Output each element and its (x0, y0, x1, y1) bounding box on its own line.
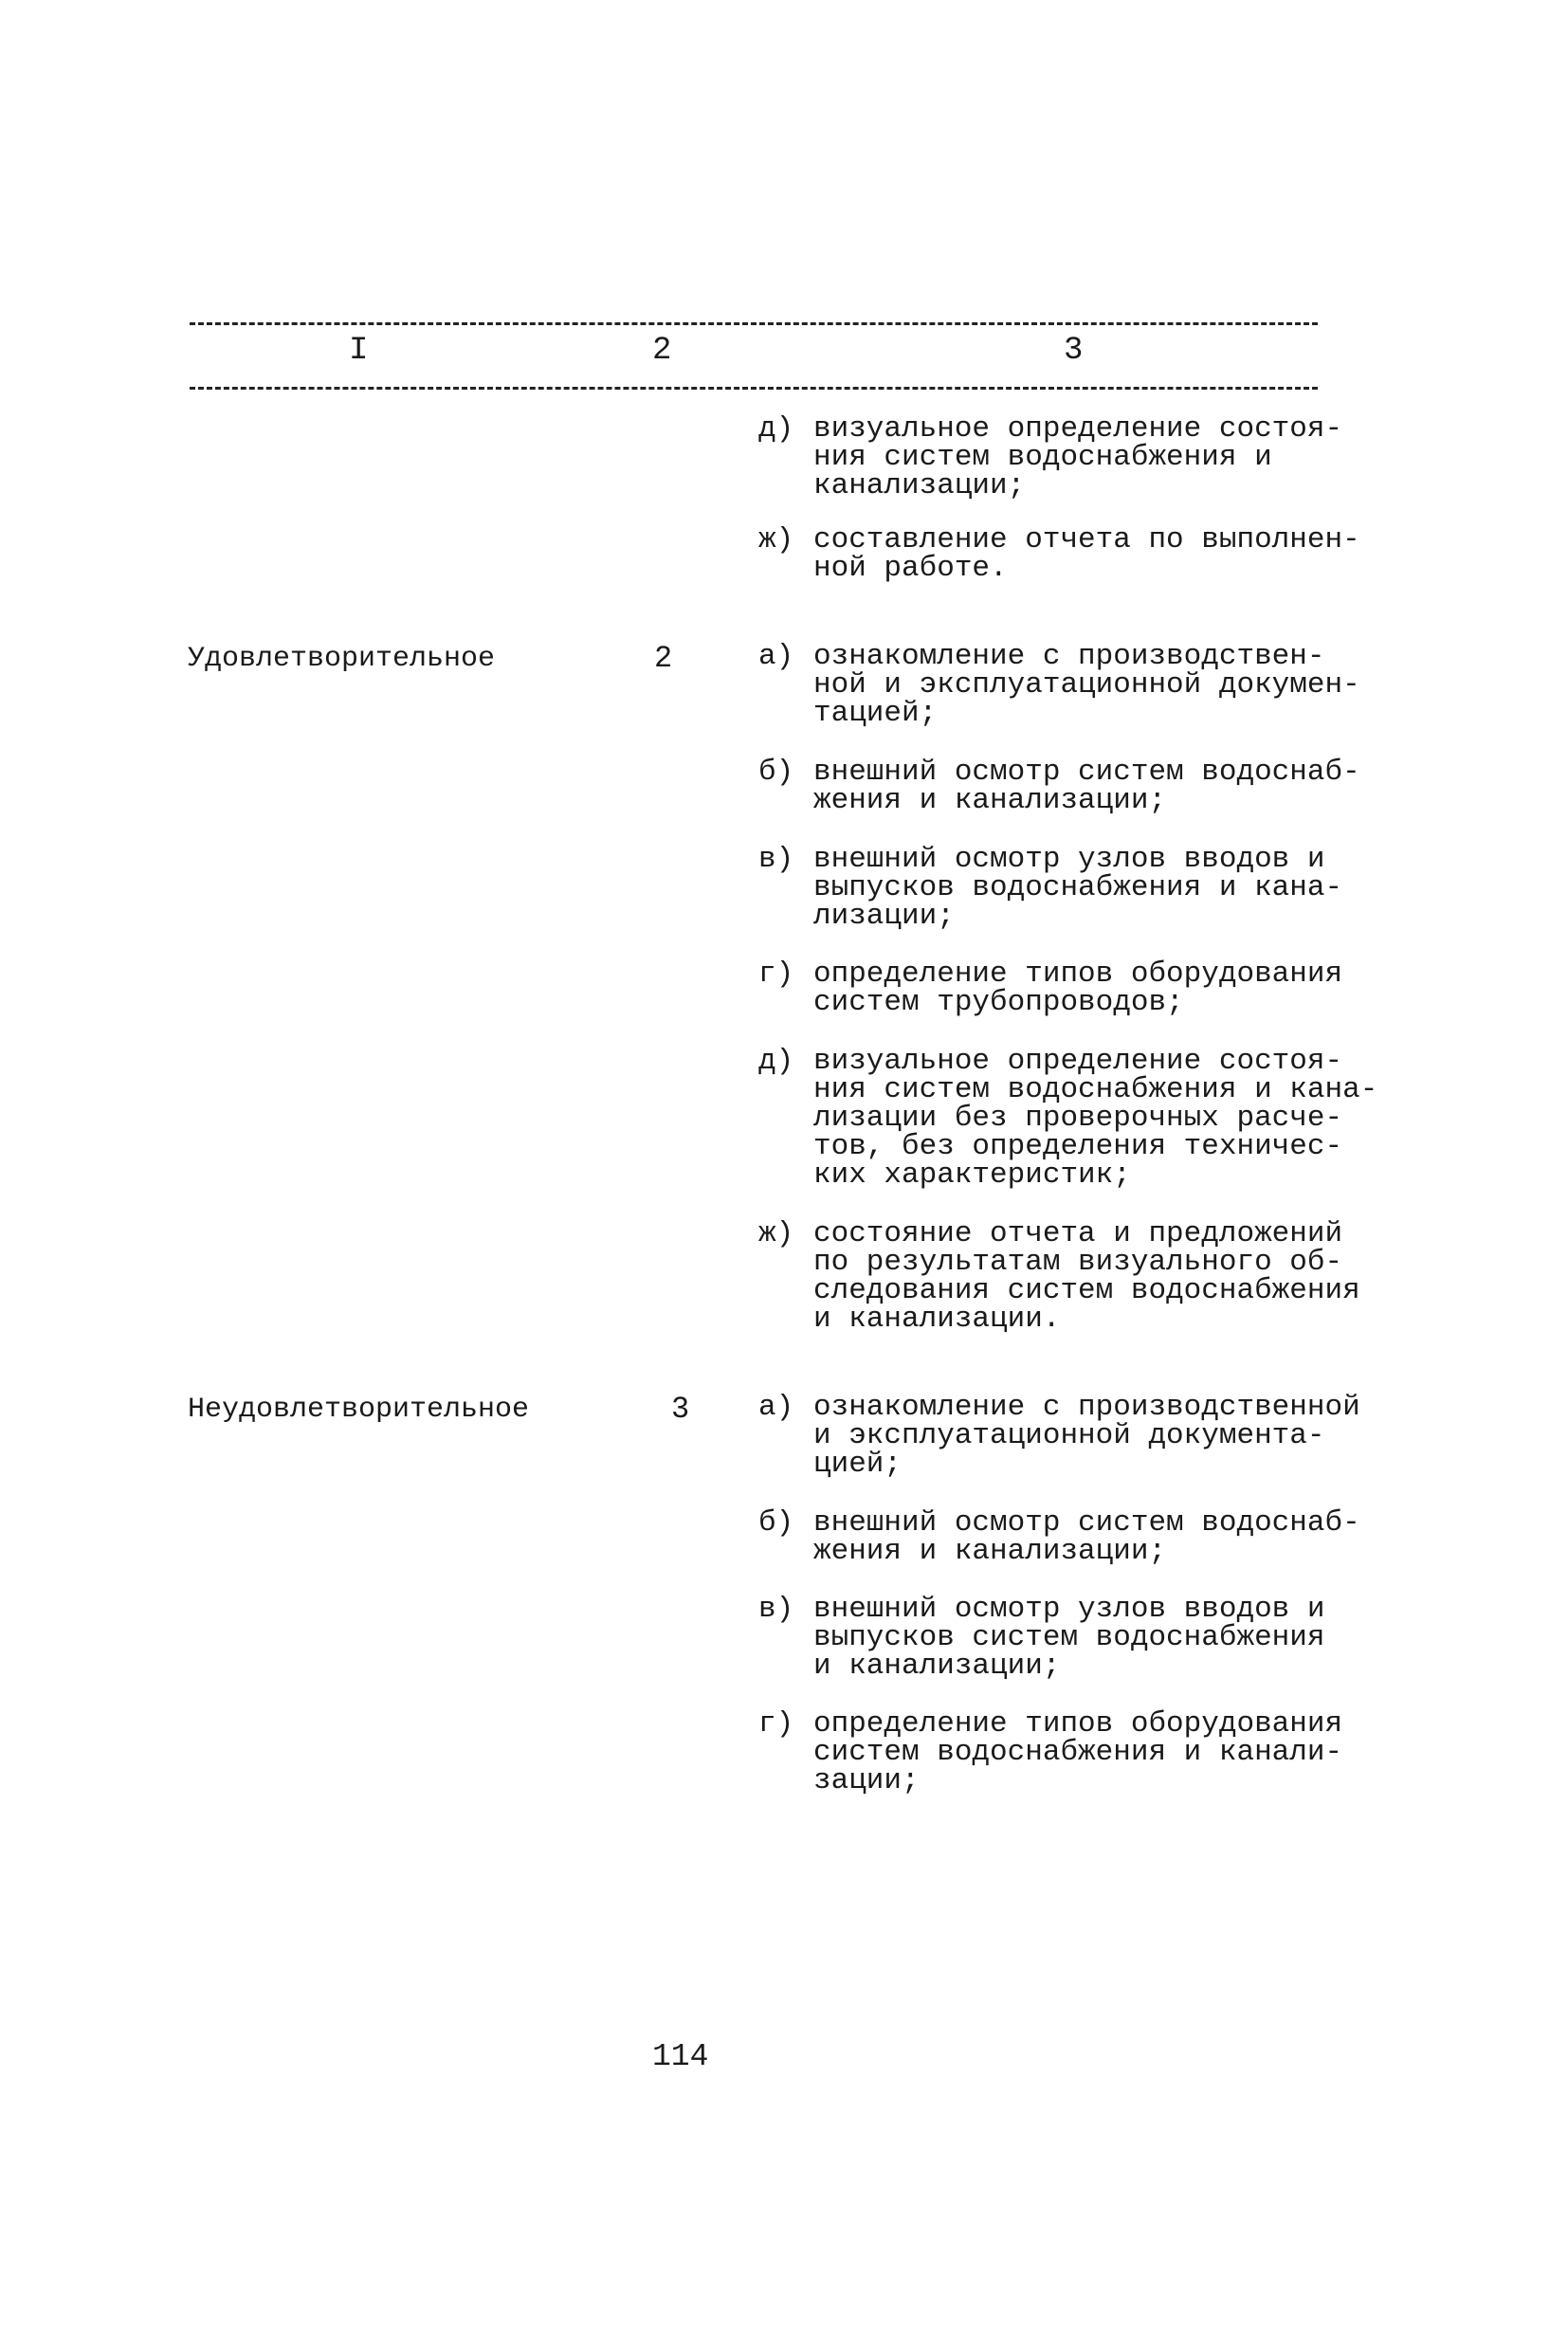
column-header-1: I (349, 333, 369, 369)
item-marker: д) (758, 1045, 794, 1078)
item-marker: д) (758, 412, 794, 446)
list-item (758, 1391, 1403, 1481)
item-text: внешний осмотр систем водоснаб- жения и канализации; (813, 1506, 1360, 1568)
list-item (758, 843, 1403, 933)
item-marker: г) (758, 1707, 794, 1741)
item-marker: б) (758, 1506, 794, 1540)
item-marker: г) (758, 957, 794, 991)
list-item (758, 1707, 1403, 1797)
item-text: внешний осмотр систем водоснаб- жения и канализации; (813, 756, 1360, 817)
item-text: определение типов оборудования систем трубопроводов; (813, 957, 1343, 1019)
item-text: визуальное определение состоя- ния систем водоснабжения и кана- лизации без проверочных расче- тов, без определения техничес- ких характеристик; (813, 1045, 1378, 1192)
item-text: определение типов оборудования систем водоснабжения и канали- зации; (813, 1707, 1343, 1797)
page-number: 114 (652, 2039, 709, 2074)
row-code-satisfactory: 2 (654, 641, 673, 676)
item-marker: ж) (758, 1217, 794, 1250)
list-item (758, 758, 1403, 815)
row-label-unsatisfactory: Неудовлетворительное (188, 1394, 530, 1426)
list-item (758, 1045, 1403, 1192)
item-text: внешний осмотр узлов вводов и выпусков водоснабжения и кана- лизации; (813, 843, 1343, 933)
row-label-satisfactory: Удовлетворительное (188, 643, 496, 675)
item-marker: а) (758, 640, 794, 673)
item-text: состояние отчета и предложений по результатам визуального об- следования систем водоснабжения и канализации. (813, 1217, 1360, 1336)
list-item (758, 523, 1403, 585)
item-text: ознакомление с производствен- ной и эксплуатационной докумен- тацией; (813, 640, 1360, 730)
item-text: составление отчета по выполнен- ной работе. (813, 523, 1360, 585)
row-code-unsatisfactory: 3 (671, 1392, 690, 1427)
item-marker: ж) (758, 523, 794, 556)
item-marker: в) (758, 843, 794, 876)
list-item (758, 412, 1403, 502)
column-header-2: 2 (652, 333, 672, 369)
item-text: внешний осмотр узлов вводов и выпусков систем водоснабжения и канализации; (813, 1593, 1325, 1683)
header-top-rule (190, 322, 1318, 325)
list-item (758, 1506, 1403, 1568)
item-marker: а) (758, 1391, 794, 1424)
item-marker: б) (758, 756, 794, 789)
item-text: ознакомление с производственной и эксплуатационной документа- цией; (813, 1391, 1360, 1481)
item-text: визуальное определение состоя- ния систем водоснабжения и канализации; (813, 412, 1343, 502)
column-header-3: 3 (1064, 333, 1084, 369)
list-item (758, 957, 1403, 1019)
list-item (758, 1217, 1403, 1336)
list-item (758, 640, 1403, 730)
header-bottom-rule (190, 387, 1318, 390)
item-marker: в) (758, 1593, 794, 1626)
list-item (758, 1595, 1403, 1681)
